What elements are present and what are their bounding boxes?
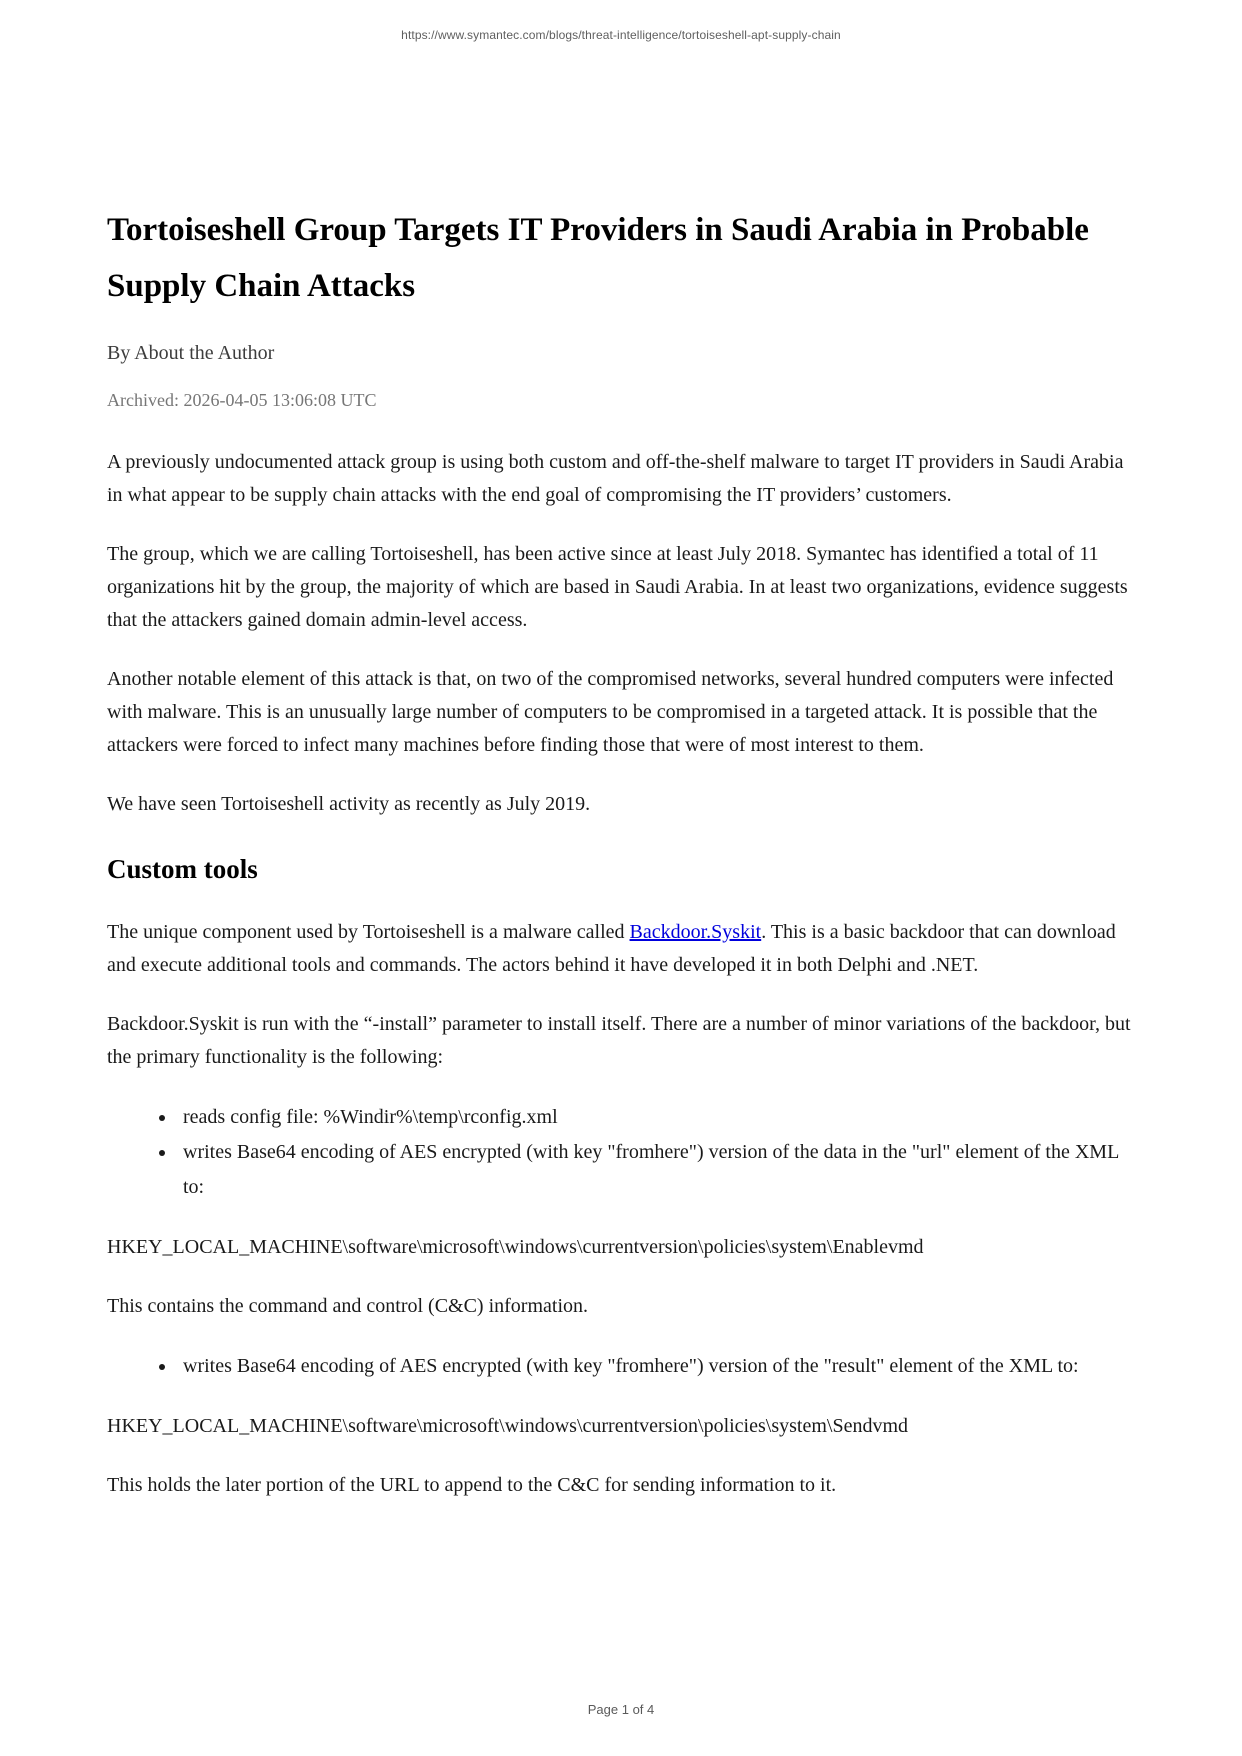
- paragraph-install-parameter: Backdoor.Syskit is run with the “-install” parameter to install itself. There are a number of minor variations of the backdoor, but the primary functionality is the following:: [107, 1013, 1131, 1068]
- paragraph-intro: A previously undocumented attack group is using both custom and off-the-shelf malware to target IT providers in Saudi Arabia in what appear to be supply chain attacks with the end goal of compromising the IT providers’ customers.: [107, 451, 1124, 506]
- list-item-writes-result-element: • writes Base64 encoding of AES encrypted (with key "fromhere") version of the "result" element of the XML to:: [177, 1349, 1137, 1384]
- paragraph-recent-activity: We have seen Tortoiseshell activity as recently as July 2019.: [107, 793, 591, 815]
- article-body: [107, 0, 1137, 1528]
- functionality-list-2: [107, 1349, 1137, 1384]
- registry-key-enablevmd: HKEY_LOCAL_MACHINE\software\microsoft\windows\currentversion\policies\system\Enablevmd: [107, 1236, 924, 1258]
- byline: By About the Author: [107, 342, 275, 364]
- article-title: Tortoiseshell Group Targets IT Providers in Saudi Arabia in Probable Supply Chain Attacks: [107, 212, 1089, 304]
- paragraph-url-append: This holds the later portion of the URL to append to the C&C for sending information to it.: [107, 1474, 837, 1496]
- paragraph-group-activity: The group, which we are calling Tortoiseshell, has been active since at least July 2018. Symantec has identified a total of 11 organizations hit by the group, the majority of which are based in Saudi Arabia. In at least two organizations, evidence suggests that the attackers gained domain admin-level access.: [107, 543, 1128, 631]
- syskit-text-after: . This is a basic backdoor that can download and execute additional tools and commands. The actors behind it have developed it in both Delphi and .NET.: [107, 921, 1116, 976]
- archived-timestamp: Archived: 2026-04-05 13:06:08 UTC: [107, 390, 377, 410]
- section-heading-custom-tools: Custom tools: [107, 854, 258, 884]
- registry-key-sendvmd: HKEY_LOCAL_MACHINE\software\microsoft\windows\currentversion\policies\system\Sendvmd: [107, 1415, 908, 1437]
- backdoor-syskit-link[interactable]: Backdoor.Syskit: [629, 921, 762, 943]
- paragraph-syskit: [107, 916, 1137, 982]
- source-url: https://www.symantec.com/blogs/threat-intelligence/tortoiseshell-apt-supply-chain: [401, 28, 841, 42]
- paragraph-cnc-info: This contains the command and control (C&C) information.: [107, 1295, 589, 1317]
- page-number: Page 1 of 4: [587, 1702, 655, 1717]
- functionality-list-1: [107, 1100, 1137, 1205]
- list-item-reads-config: • reads config file: %Windir%\temp\rconfig.xml: [177, 1100, 1137, 1135]
- list-item-writes-url-element: • writes Base64 encoding of AES encrypted (with key "fromhere") version of the data in the "url" element of the XML to:: [177, 1135, 1137, 1205]
- paragraph-infection-scale: Another notable element of this attack is that, on two of the compromised networks, several hundred computers were infected with malware. This is an unusually large number of computers to be compromised in a targeted attack. It is possible that the attackers were forced to infect many machines before finding those that were of most interest to them.: [107, 668, 1114, 756]
- syskit-text-before: The unique component used by Tortoiseshell is a malware called: [107, 921, 630, 943]
- page-footer: [0, 1702, 1242, 1717]
